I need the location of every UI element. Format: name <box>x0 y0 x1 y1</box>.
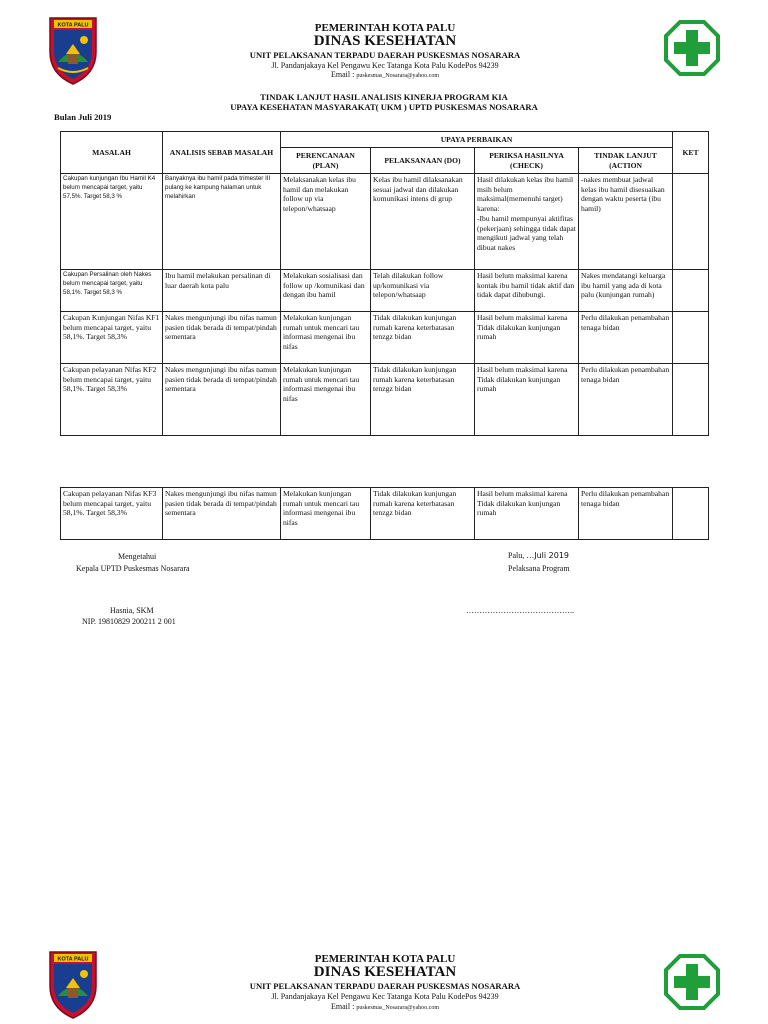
logo-text: KOTA PALU <box>57 22 89 29</box>
email-address: puskesmas_Nosarara@yahoo.com <box>356 73 439 79</box>
cell-plan: Melakukan kunjungan rumah untuk mencari tau informasi mengenai ibu nifas <box>281 364 371 436</box>
header-masalah: MASALAH <box>61 132 163 174</box>
health-cross-logo <box>664 20 720 76</box>
header-check: PERIKSA HASILNYA (CHECK) <box>475 148 579 174</box>
header-upaya-perbaikan: UPAYA PERBAIKAN <box>281 132 673 148</box>
kota-palu-logo <box>44 948 102 1020</box>
sign-dots: ………………………………….. <box>466 606 574 615</box>
cell-do: Kelas ibu hamil dilaksanakan sesuai jadwal dan dilakukan komunikasi intens di grup <box>371 174 475 270</box>
email-address: puskesmas_Nosarara@yahoo.com <box>356 1005 439 1011</box>
header-government: PEMERINTAH KOTA PALU <box>314 22 456 34</box>
cell-masalah: Cakupan Kunjungan Nifas KF1 belum mencapai target, yaitu 58,1%. Target 58,3% <box>61 312 163 364</box>
sign-date: Juli 2019 <box>534 551 570 560</box>
cell-plan: Melaksanakan kelas ibu hamil dan melakukan follow up via telepon/whatsaap <box>281 174 371 270</box>
analysis-table <box>60 131 709 436</box>
header-unit: UNIT PELAKSANAN TERPADU DAERAH PUSKESMAS NOSARARA <box>249 50 521 60</box>
sign-place: Palu, … <box>508 551 535 560</box>
cell-masalah: Cakupan kunjungan Ibu Hamil K4 belum mencapai target, yaitu 57,5%. Target 58,3 % <box>61 174 163 270</box>
sign-name: Hasnia, SKM <box>110 606 154 615</box>
table-row <box>61 364 709 436</box>
header-do: PELAKSANAAN (DO) <box>371 148 475 174</box>
sign-pelaksana: Pelaksana Program <box>508 564 570 573</box>
email-label: Email : <box>331 1002 357 1011</box>
cell-masalah: Cakupan pelayanan Nifas KF3 belum mencapai target, yaitu 58,1%. Target 58,3% <box>61 488 163 540</box>
cell-action: Perlu dilakukan penambahan tenaga bidan <box>579 312 673 364</box>
report-month: Bulan Juli 2019 <box>54 112 112 122</box>
cell-ket <box>673 174 709 270</box>
cell-masalah: Cakupan pelayanan Nifas KF2 belum mencapai target, yaitu 58,1%. Target 58,3% <box>61 364 163 436</box>
cell-check: Hasil belum maksimal karena Tidak dilakukan kunjungan rumah <box>475 312 579 364</box>
cell-analisis: Nakes mengunjungi ibu nifas namun pasien tidak berada di tempat/pindah sementara <box>163 488 281 540</box>
cell-ket <box>673 312 709 364</box>
header-dinas: DINAS KESEHATAN <box>313 33 457 49</box>
sign-place-date <box>508 551 569 560</box>
header-dinas: DINAS KESEHATAN <box>313 964 457 980</box>
table-row <box>61 174 709 270</box>
cell-do: Tidak dilakukan kunjungan rumah karena keterbatasan tenzgz bidan <box>371 364 475 436</box>
kota-palu-logo <box>44 14 102 86</box>
cell-analisis: Nakes mengunjungi ibu nifas namun pasien tidak berada di tempat/pindah sementara <box>163 364 281 436</box>
cell-check: Hasil dilakukan kelas ibu hamil msih belum maksimal(memenuhi target) karena: -Ibu hamil mempunyai aktifitas (pekerjaan) sehingga tidak dapat mengikuti jadwal yang telah dibuat nakes <box>475 174 579 270</box>
header-analisis: ANALISIS SEBAB MASALAH <box>163 132 281 174</box>
document-subtitle: UPAYA KESEHATAN MASYARAKAT( UKM ) UPTD PUSKESMAS NOSARARA <box>230 102 538 112</box>
cell-action: Perlu dilakukan penambahan tenaga bidan <box>579 488 673 540</box>
health-cross-logo <box>664 954 720 1010</box>
sign-nip: NIP. 19810829 200211 2 001 <box>82 617 176 626</box>
sign-mengetahui: Mengetahui <box>118 552 157 561</box>
cell-do: Telah dilakukan follow up/komunikasi via telepon/whatsaap <box>371 270 475 312</box>
cell-action: Perlu dilakukan penambahan tenaga bidan <box>579 364 673 436</box>
cell-ket <box>673 488 709 540</box>
cell-ket <box>673 364 709 436</box>
sign-kepala: Kepala UPTD Puskesmas Nosarara <box>76 564 190 573</box>
table-row <box>61 312 709 364</box>
header-plan: PERENCANAAN (PLAN) <box>281 148 371 174</box>
cell-plan: Melakukan kunjungan rumah untuk mencari tau informasi mengenai ibu nifas <box>281 312 371 364</box>
cell-do: Tidak dilakukan kunjungan rumah karena keterbatasan tenzgz bidan <box>371 312 475 364</box>
header-ket: KET <box>673 132 709 174</box>
cell-check: Hasil belum maksimal karena kontak ibu hamil tidak aktif dan tidak dapat dihubungi. <box>475 270 579 312</box>
cell-check: Hasil belum maksimal karena Tidak dilakukan kunjungan rumah <box>475 364 579 436</box>
cell-analisis: Banyaknya ibu hamil pada trimester III pulang ke kampung halaman untuk melahirkan <box>163 174 281 270</box>
table-row <box>61 270 709 312</box>
cell-action: Nakes mendatangi keluarga ibu hamil yang ada di kota palu (kunjungan rumah) <box>579 270 673 312</box>
cell-action: -nakes membuat jadwal kelas ibu hamil disesuaikan dengan waktu peserta (ibu hamil) <box>579 174 673 270</box>
cell-ket <box>673 270 709 312</box>
cell-plan: Melakukan sosialisasi dan follow up /komunikasi dan dengan ibu hamil <box>281 270 371 312</box>
cell-masalah: Cakupan Persalinan oleh Nakes belum mencapai target, yaitu 58,1%. Target 58,3 % <box>61 270 163 312</box>
email-label: Email : <box>331 70 357 79</box>
cell-analisis: Nakes mengunjungi ibu nifas namun pasien tidak berada di tempat/pindah sementara <box>163 312 281 364</box>
header-unit: UNIT PELAKSANAN TERPADU DAERAH PUSKESMAS NOSARARA <box>249 981 521 991</box>
header-email-line <box>120 1002 650 1011</box>
cell-plan: Melakukan kunjungan rumah untuk mencari tau informasi mengenai ibu nifas <box>281 488 371 540</box>
cell-do: Tidak dilakukan kunjungan rumah karena keterbatasan tenzgz bidan <box>371 488 475 540</box>
header-email-line <box>120 70 650 79</box>
table-row <box>61 488 709 540</box>
logo-text: KOTA PALU <box>57 956 89 963</box>
analysis-table-continued <box>60 487 709 540</box>
header-address: Jl. Pandanjakaya Kel Pengawu Kec Tatanga Kota Palu KodePos 94239 <box>271 61 499 70</box>
cell-check: Hasil belum maksimal karena Tidak dilakukan kunjungan rumah <box>475 488 579 540</box>
header-government: PEMERINTAH KOTA PALU <box>314 953 456 965</box>
header-address: Jl. Pandanjakaya Kel Pengawu Kec Tatanga Kota Palu KodePos 94239 <box>271 992 499 1001</box>
header-action: TINDAK LANJUT (ACTION <box>579 148 673 174</box>
document-title: TINDAK LANJUT HASIL ANALISIS KINERJA PROGRAM KIA <box>260 92 508 102</box>
cell-analisis: Ibu hamil melakukan persalinan di luar daerah kota palu <box>163 270 281 312</box>
